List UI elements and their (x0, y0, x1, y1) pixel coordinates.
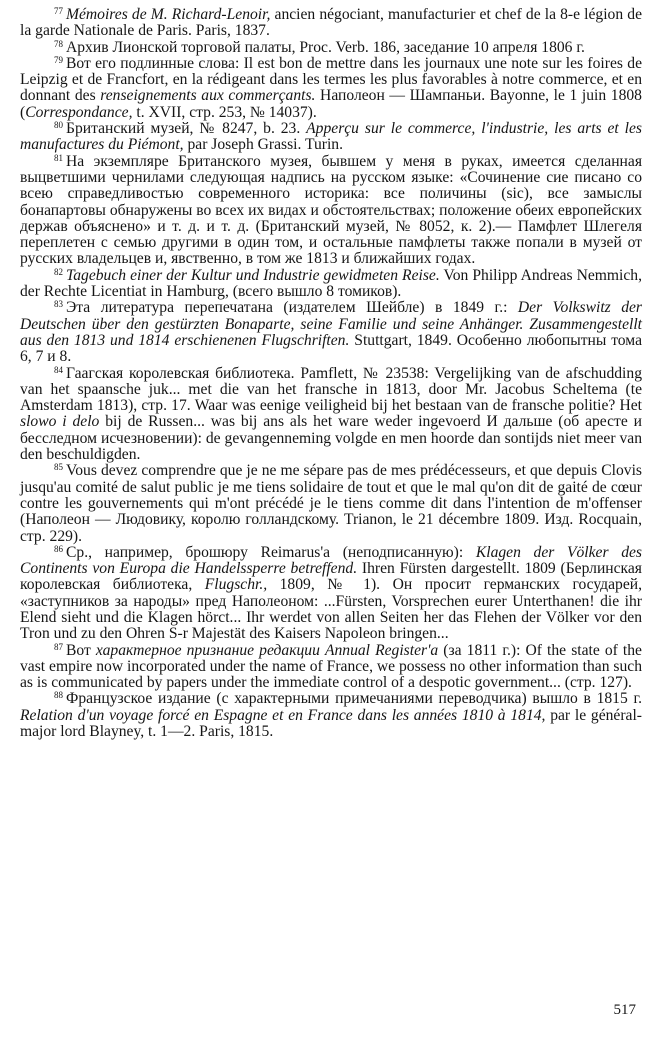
footnote-text: Vous devez comprendre que je ne me sépare pas de mes prédécesseurs, et que depuis Clovis jusqu'au comité de salut public je me tiens solidaire de tout et que le mal qu'on dit de gaité de cœur contre les gouvernements qui m'ont précédé je le tiens comme dit dans l'intention de m'offenser (Наполеон — Людовику, королю голландскому. Trianon, le 21 décembre 1809. Изд. Rocquain, стр. 229). (20, 462, 642, 545)
footnote-text: Mémoires de M. Richard-Lenoir, ancien négociant, manufacturier et chef de la 8-e légion de la garde Nationale de Paris. Paris, 1837. (20, 6, 642, 40)
footnote-text: Вот характерное признание редакции Annual Register'а (за 1811 г.): Of the state of the vast empire now incorporated under the name of France, we possess no other information than such as is communicated by papers under the immediate control of a despotic government... (стр. 127). (20, 641, 642, 692)
footnote-number: 77 (54, 6, 63, 16)
footnote-number: 86 (54, 543, 63, 554)
footnote-number: 85 (54, 462, 63, 473)
footnote-text: Вот его подлинные слова: Il est bon de mettre dans les journaux une note sur les foires de Leipzig et de Francfort, en la rédigeant dans les termes les plus favorables à notre commerce, et en donnant des renseignements aux commerçants. Наполеон — Шампаньи. Bayonne, le 1 juin 1808 (Correspondance, t. XVII, стр. 253, № 14037). (20, 54, 642, 121)
footnote-85 (20, 463, 642, 544)
footnotes (20, 7, 642, 740)
footnote-number: 83 (54, 299, 63, 310)
footnote-84 (20, 366, 642, 464)
footnote-83 (20, 300, 642, 365)
footnote-number: 82 (54, 266, 63, 277)
footnote-text: Архив Лионской торговой палаты, Proc. Verb. 186, заседание 10 апреля 1806 г. (66, 38, 585, 56)
footnote-text: Британский музей, № 8247, b. 23. Apperçu sur le commerce, l'industrie, les arts et les manufactures du Piémont, par Joseph Grassi. Turin. (20, 120, 642, 154)
footnote-text: Tagebuch einer der Kultur und Industrie gewidmeten Reise. Von Philipp Andreas Nemmich, der Rechte Licentiat in Hamburg, (всего вышло 8 томиков). (20, 266, 642, 301)
footnote-text: Гаагская королевская библиотека. Pamflett, № 23538: Vergelijking van de afschudding van het spaansche juk... met die van het fransche in 1813, door Mr. Jacobus Scheltema (te Amsterdam 1813), стр. 17. Waar was eenige veiligheid bij het bestaan van de fransche politie? Het slowo i delo bij de Russen... was bij ans als het ware weder ingevoerd И дальше (об аресте и бесследном исчезновении): de gevangenneming volgde en men hoorde dan sontijds niet meer van den beschuldigden. (20, 364, 642, 464)
footnote-number: 88 (54, 690, 63, 701)
footnote-88 (20, 691, 642, 740)
footnote-86 (20, 545, 642, 643)
footnote-number: 81 (54, 152, 63, 163)
footnote-82 (20, 268, 642, 301)
footnote-text: Французское издание (с характерными примечаниями переводчика) вышло в 1815 г. Relation d'un voyage forcé en Espagne et en France dans les années 1810 à 1814, par le général-major lord Blayney, t. 1—2. Paris, 1815. (20, 690, 642, 741)
footnote-78 (20, 40, 642, 56)
footnote-number: 78 (54, 38, 63, 49)
page-number: 517 (613, 1002, 636, 1018)
footnote-87 (20, 643, 642, 692)
footnote-text: На экземпляре Британского музея, бывшем у меня в руках, имеется сделанная выцветшими чернилами следующая надпись на русском языке: «Сочинение сие писано со всею справедливостью современного историка: все поличины (sic), все замыслы бонапартовы обнаружены во всех их видах и обстоятельствах; положение обеих европейских держав объяснено» и т. д. и т. д. (Британский музей, № 8052, к. 2).— Памфлет Шлегеля переплетен с семью другими в один том, и остальные памфлеты также попали в музей от русских владельцев и, явственно, в том же 1813 и ближайших годах. (20, 152, 642, 268)
footnote-text: Ср., например, брошюру Reimarus'а (неподписанную): Klagen der Völker des Continents von Europa die Handelssperre betreffend. Ihren Fürsten dargestellt. 1809 (Берлинская королевская библиотека, Flugschr., 1809, № 1). Он просит германских государей, «заступников за народы» пред Наполеоном: ...Fürsten, Vorsprechen eurer Unterthanen! die ihr Elend sieht und die Klagen hörct... Ihr werdet von allen Seiten her das Flehen der Völker vor den Tron und zu den Ohren S-r Majestät des Kaisers Napoleon bringen... (20, 543, 642, 643)
footnote-80 (20, 121, 642, 154)
footnote-number: 79 (54, 54, 63, 65)
footnote-number: 80 (54, 120, 63, 131)
footnote-77 (20, 7, 642, 40)
footnote-79 (20, 56, 642, 121)
footnote-text: Эта литература перепечатана (издателем Шейбле) в 1849 г.: Der Volkswitz der Deutschen über den gestürzten Bonaparte, seine Familie und seine Anhänger. Zusammengestellt aus den 1813 und 1814 erschienenen Flugschriften. Stuttgart, 1849. Особенно любопытны тома 6, 7 и 8. (20, 299, 642, 366)
footnote-81 (20, 154, 642, 268)
footnote-number: 84 (54, 364, 63, 375)
footnote-number: 87 (54, 641, 63, 652)
